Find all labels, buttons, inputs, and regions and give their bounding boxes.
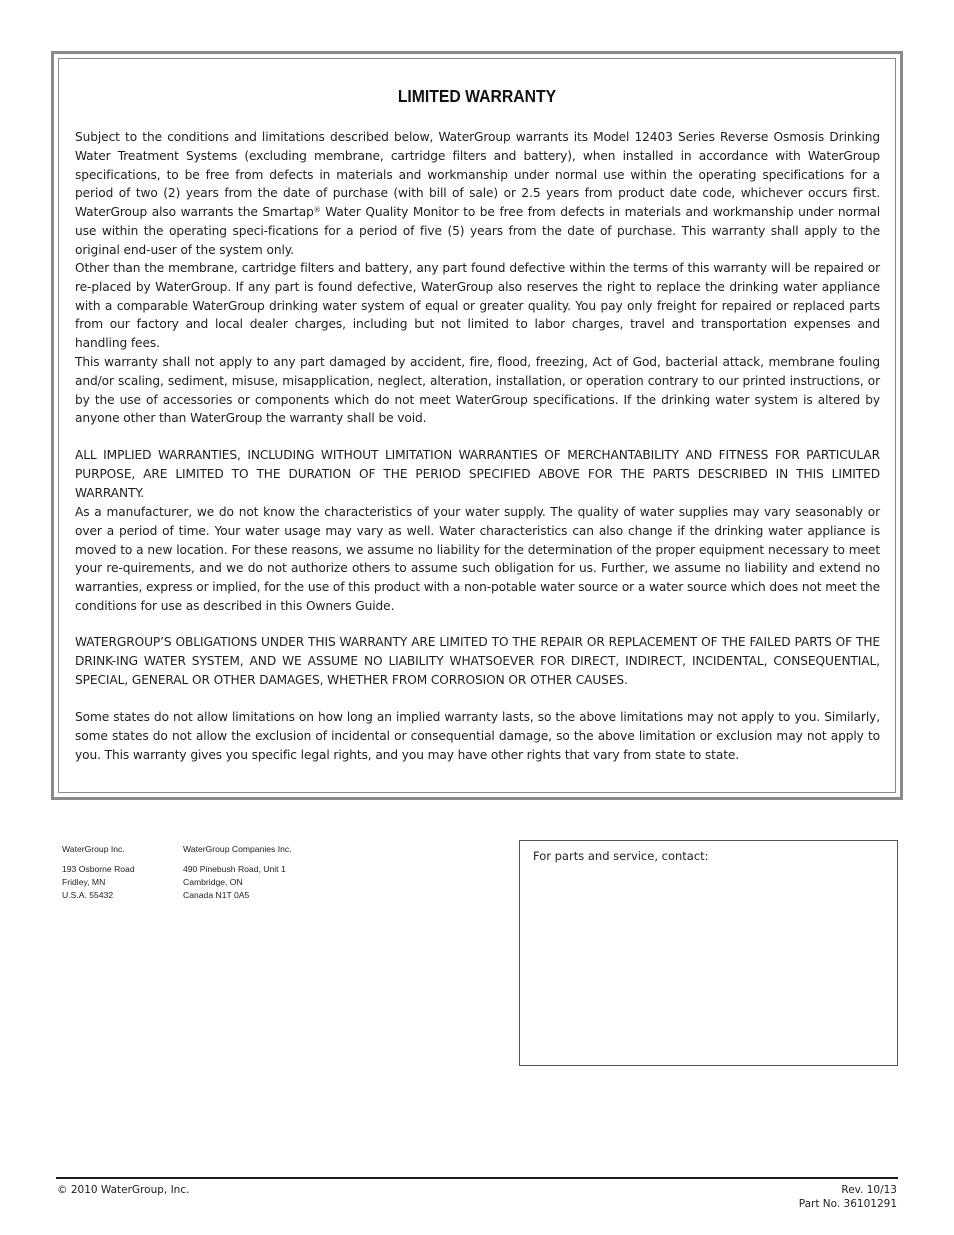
address-us-city: Fridley, MN xyxy=(62,877,106,888)
warranty-title: LIMITED WARRANTY xyxy=(397,86,557,106)
warranty-paragraph-coverage: Subject to the conditions and limitations described below, WaterGroup warrants its Model 12403 Series Reverse Osmosis Drinking Water Treatment Systems (excluding membrane, cartridge filters and battery), when installed in accordance with WaterGroup specifications, to be free from defects in materials and workmanship under normal use within the operating specifications for a period of two (2) years from the date of purchase (with bill of sale) or 2.5 years from product date code, whichever occurs first. WaterGroup also warrants the Smartap® Water Quality Monitor to be free from defects in materials and workmanship under normal use within the operating speci-fications for a period of five (5) years from the date of purchase. This warranty shall apply to the original end-user of the system only. xyxy=(75,130,881,257)
contact-label: For parts and service, contact: xyxy=(533,849,709,863)
warranty-paragraph-implied: ALL IMPLIED WARRANTIES, INCLUDING WITHOUT LIMITATION WARRANTIES OF MERCHANTABILITY AND FITNESS FOR PARTICULAR PURPOSE, ARE LIMITED TO THE DURATION OF THE PERIOD SPECIFIED ABOVE FOR THE PARTS DESCRIBED IN THIS LIMITED WARRANTY. xyxy=(75,448,880,500)
address-canada-city: Cambridge, ON xyxy=(183,877,243,888)
address-us-street: 193 Osborne Road xyxy=(62,863,135,874)
registered-mark: ® xyxy=(313,206,321,215)
warranty-paragraph-repair: Other than the membrane, cartridge filters and battery, any part found defective within the terms of this warranty will be repaired or re-placed by WaterGroup. If any part is found defective, WaterGroup also reserves the right to replace the drinking water appliance with a comparable WaterGroup drinking water system of equal or greater quality. You pay only freight for repaired or replaced parts from our factory and local dealer charges, including but not limited to labor charges, travel and transportation expenses and handling fees. xyxy=(75,261,880,351)
warranty-paragraph-state-rights: Some states do not allow limitations on how long an implied warranty lasts, so the above limitations may not apply to you. Similarly, some states do not allow the exclusion of incidental or consequential damage, so the above limitation or exclusion may not apply to you. This warranty gives you specific legal rights, and you may have other rights that vary from state to state. xyxy=(75,710,880,762)
footer-copyright: © 2010 WaterGroup, Inc. xyxy=(57,1184,190,1196)
address-us-company: WaterGroup Inc. xyxy=(62,844,125,854)
address-canada-street: 490 Pinebush Road, Unit 1 xyxy=(183,863,286,874)
footer-rule xyxy=(56,1177,898,1179)
address-us xyxy=(62,843,135,903)
warranty-paragraph-exclusions: This warranty shall not apply to any part damaged by accident, fire, flood, freezing, Act of God, bacterial attack, membrane fouling and/or scaling, sediment, misuse, misapplication, neglect, alteration, installation, or operation contrary to our printed instructions, or by the use of accessories or components which do not meet WaterGroup specifications. If the drinking water system is altered by anyone other than WaterGroup the warranty shall be void. xyxy=(75,355,880,426)
contact-box xyxy=(519,840,898,1066)
address-canada-company: WaterGroup Companies Inc. xyxy=(183,844,292,854)
address-canada xyxy=(183,843,292,903)
warranty-paragraph-obligations: WATERGROUP’S OBLIGATIONS UNDER THIS WARRANTY ARE LIMITED TO THE REPAIR OR REPLACEMENT OF THE FAILED PARTS OF THE DRINK-ING WATER SYSTEM, AND WE ASSUME NO LIABILITY WHATSOEVER FOR DIRECT, INDIRECT, INCIDENTAL, CONSEQUENTIAL, SPECIAL, GENERAL OR OTHER DAMAGES, WHETHER FROM CORROSION OR OTHER CAUSES. xyxy=(75,635,880,687)
address-canada-country: Canada N1T 0A5 xyxy=(183,890,250,901)
address-us-country: U.S.A. 55432 xyxy=(62,890,114,901)
footer-revision: Rev. 10/13 xyxy=(841,1184,897,1196)
footer-revision-block xyxy=(799,1184,897,1211)
warranty-paragraph-water-supply: As a manufacturer, we do not know the characteristics of your water supply. The quality of water supplies may vary seasonably or over a period of time. Your water usage may vary as well. Water characteristics can also change if the drinking water appliance is moved to a new location. For these reasons, we assume no liability for the determination of the proper equipment necessary to meet your re-quirements, and we do not authorize others to assume such obligation for us. Further, we assume no liability and extend no warranties, express or implied, for the use of this product with a non-potable water source or a water source which does not meet the conditions for use as described in this Owners Guide. xyxy=(75,505,880,613)
footer-part-number: Part No. 36101291 xyxy=(798,1197,897,1210)
